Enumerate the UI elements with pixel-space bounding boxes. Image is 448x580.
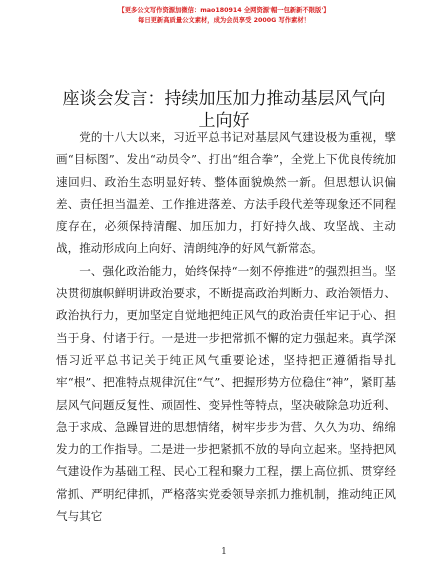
document-body [56, 126, 396, 527]
promo-line-2: 每日更新高质量公文素材，成为会员享受 2000G 写作素材！ [138, 17, 310, 24]
promo-banner [0, 6, 448, 26]
paragraph-2: 一、强化政治能力，始终保持“一刻不停推进”的强烈担当。坚决贯彻旗帜鲜明讲政治要求，不断提高政治判断力、政治领悟力、政治执行力，更加坚定自觉地把纯正风气的政治责任牢记于心、担当于身、付诸于行。一是进一步把常抓不懈的定力强起来。真学深悟习近平总书记关于纯正风气重要论述，坚持把正遵循指导扎牢“根”、把准特点规律沉住“气”、把握形势方位稳住“神”，紧盯基层风气问题反复性、顽固性、变异性等特点，坚决破除急功近利、急于求成、急躁冒进的思想情绪，树牢步步为营、久久为功、绵绵发力的工作指导。二是进一步把紧抓不放的导向立起来。坚持把风气建设作为基础工程、民心工程和聚力工程，摆上高位抓、贯穿经常抓、严明纪律抓，严格落实党委领导亲抓力推机制，推动纯正风气与其它 [56, 263, 396, 524]
document-title: 座谈会发言：持续加压加力推动基层风气向上向好 [62, 89, 386, 131]
paragraph-1: 党的十八大以来，习近平总书记对基层风气建设极为重视，擘画“目标图”、发出“动员令”、打出“组合拳”，全党上下优良传统加速回归、政治生态明显好转、整体面貌焕然一新。但思想认识偏差、责任担当温差、工作推进落差、方法手段代差等现象还不同程度存在，必须保持清醒、加压加力，打好持久战、攻坚战、主动战，推动形成向上向好、清朗纯净的好风气新常态。 [56, 130, 396, 256]
promo-line-1: 【更多公文写作资源加微信：mao180914 全网资源'帽一包新新不限版'】 [118, 7, 330, 14]
page-number: 1 [221, 547, 227, 557]
